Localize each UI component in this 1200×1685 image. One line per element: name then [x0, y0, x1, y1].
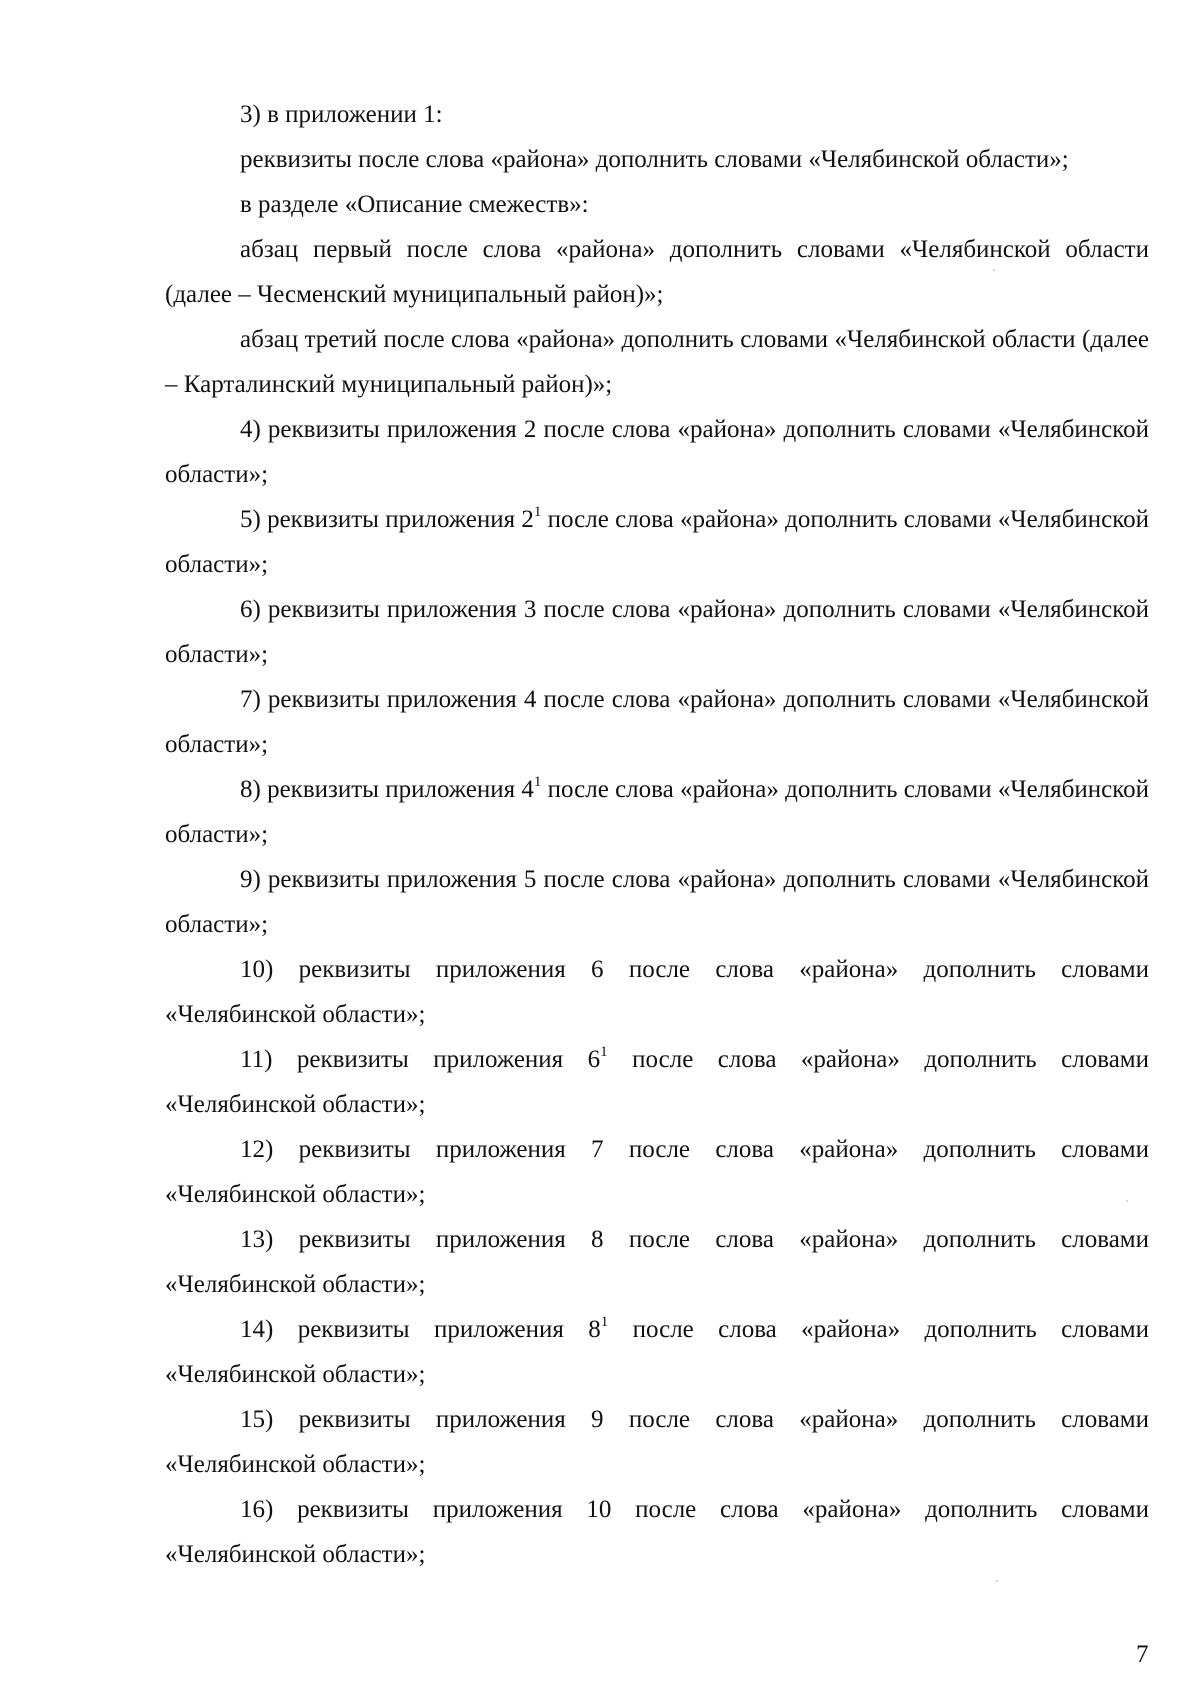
page-number: 7	[1136, 1641, 1149, 1668]
paragraph-text-end: после слова «района» дополнить словами «Челябинской области»;	[165, 776, 1149, 848]
paragraph-section-adjacency: в разделе «Описание смежеств»:	[240, 191, 589, 218]
paragraph-text-start: 14) реквизиты приложения 8	[240, 1316, 601, 1343]
paragraph-item-10: 10) реквизиты приложения 6 после слова «района» дополнить словами «Челябинской области»;	[165, 956, 1149, 1028]
paragraph-first-abzac: абзац первый после слова «района» дополнить словами «Челябинской области (далее – Чесменский муниципальный район)»;	[165, 236, 1149, 308]
superscript-number: 1	[600, 1044, 608, 1060]
paragraph-text-start: 8) реквизиты приложения 4	[240, 776, 534, 803]
paragraph-item-5	[165, 497, 1149, 587]
paragraph-item-16: 16) реквизиты приложения 10 после слова «района» дополнить словами «Челябинской области»;	[165, 1496, 1149, 1568]
document-body	[165, 92, 1149, 1577]
paragraph-text-end: после слова «района» дополнить словами «Челябинской области»;	[165, 1046, 1149, 1118]
paragraph-third-abzac: абзац третий после слова «района» дополнить словами «Челябинской области (далее – Карталинский муниципальный район)»;	[165, 326, 1149, 398]
paragraph-item-8	[165, 767, 1149, 857]
superscript-number: 1	[533, 774, 542, 790]
paragraph-text-end: после слова «района» дополнить словами «Челябинской области»;	[165, 1316, 1149, 1388]
paragraph-text-end: после слова «района» дополнить словами «Челябинской области»;	[165, 506, 1149, 578]
paragraph-item-4: 4) реквизиты приложения 2 после слова «района» дополнить словами «Челябинской области»;	[165, 416, 1149, 488]
superscript-number: 1	[533, 504, 542, 520]
paragraph-text-start: 5) реквизиты приложения 2	[240, 506, 534, 533]
paragraph-item-6: 6) реквизиты приложения 3 после слова «района» дополнить словами «Челябинской области»;	[165, 596, 1149, 668]
superscript-number: 1	[600, 1314, 609, 1330]
paragraph-item-13: 13) реквизиты приложения 8 после слова «района» дополнить словами «Челябинской области»;	[165, 1226, 1149, 1298]
paragraph-text-start: 11) реквизиты приложения 6	[240, 1046, 601, 1073]
scan-speck	[993, 269, 995, 271]
paragraph-item-9: 9) реквизиты приложения 5 после слова «района» дополнить словами «Челябинской области»;	[165, 866, 1149, 938]
scan-speck	[996, 1580, 998, 1582]
paragraph-item-12: 12) реквизиты приложения 7 после слова «района» дополнить словами «Челябинской области»;	[165, 1136, 1149, 1208]
paragraph-item-11	[165, 1037, 1149, 1127]
paragraph-item-3: 3) в приложении 1:	[240, 101, 443, 128]
paragraph-requisites: реквизиты после слова «района» дополнить словами «Челябинской области»;	[240, 146, 1069, 173]
paragraph-item-14	[165, 1307, 1149, 1397]
paragraph-item-7: 7) реквизиты приложения 4 после слова «района» дополнить словами «Челябинской области»;	[165, 686, 1149, 758]
scan-speck	[1126, 1200, 1128, 1202]
paragraph-item-15: 15) реквизиты приложения 9 после слова «района» дополнить словами «Челябинской области»;	[165, 1406, 1149, 1478]
